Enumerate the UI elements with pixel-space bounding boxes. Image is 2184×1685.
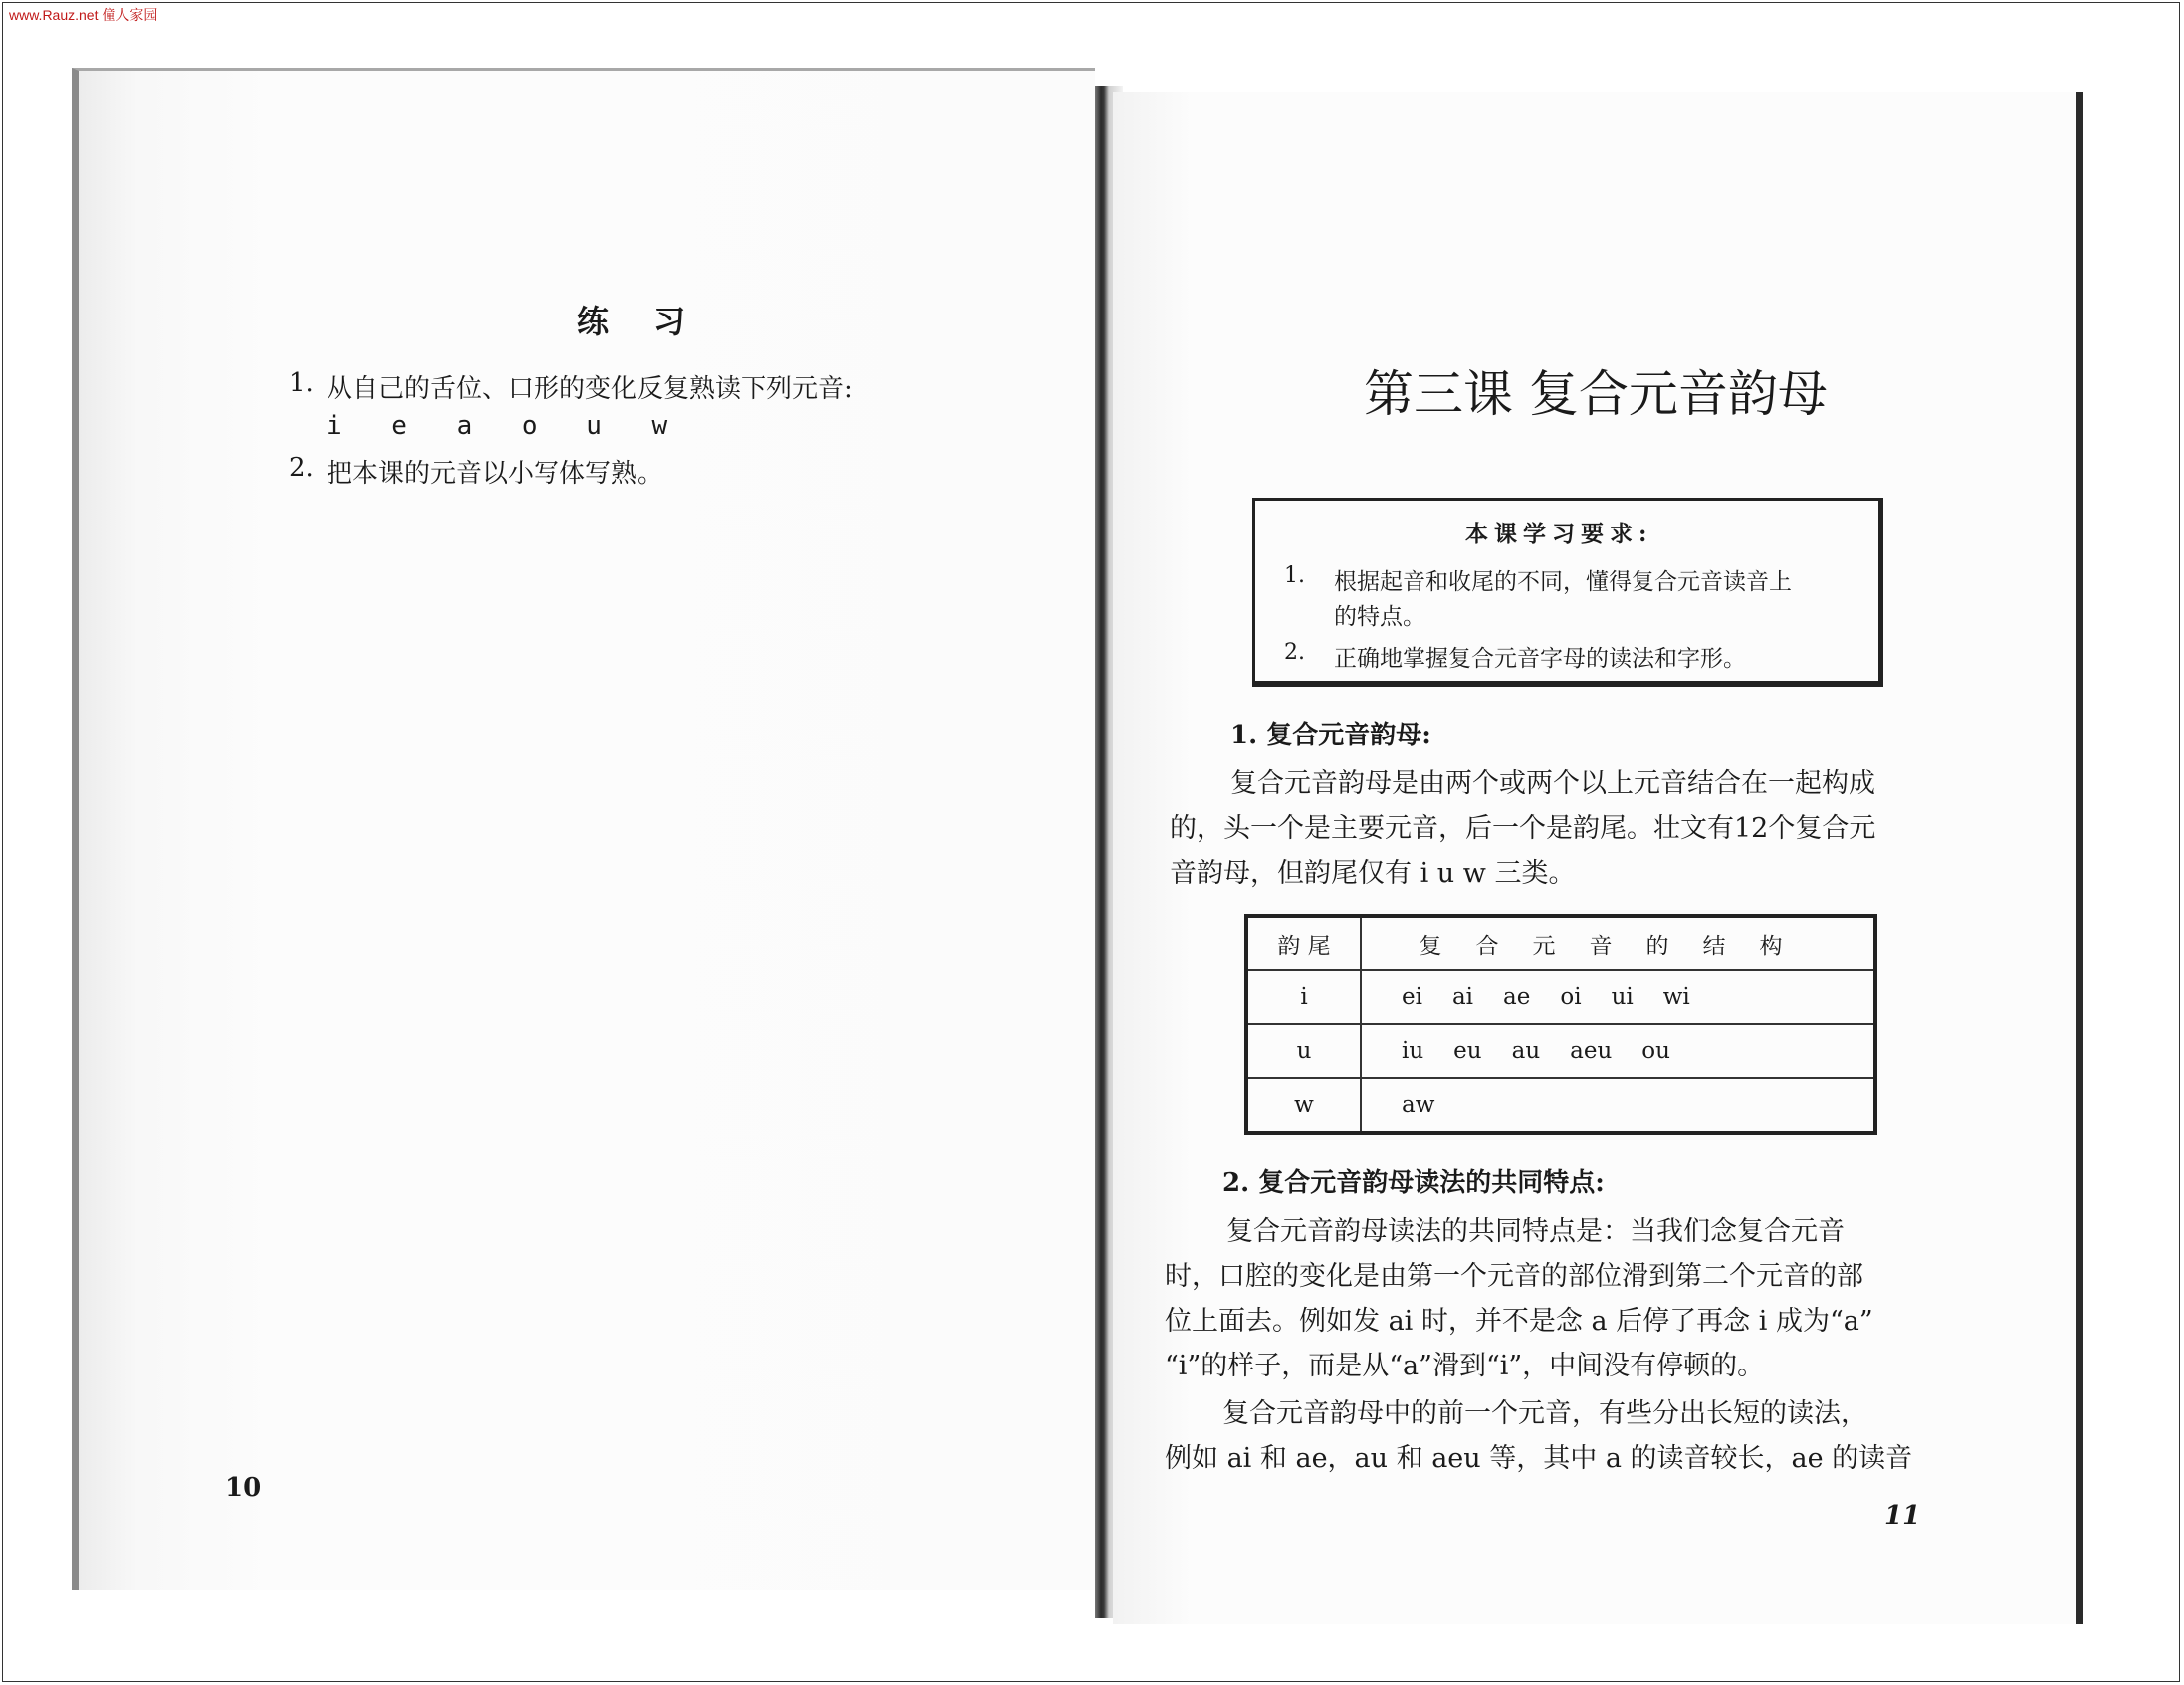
section-2-paragraph-2-line-2: 例如 ai 和 ae，au 和 aeu 等，其中 a 的读音较长，ae 的读音 <box>1165 1443 1913 1474</box>
table-cell-ending: w <box>1246 1078 1361 1133</box>
table-vowel: aw <box>1402 1092 1435 1118</box>
exercise-item-1-number: 1. <box>289 368 314 398</box>
section-2-line-2: 时，口腔的变化是由第一个元音的部位滑到第二个元音的部 <box>1165 1261 1863 1292</box>
table-header-ending: 韵 尾 <box>1246 916 1361 970</box>
table-cell-ending: u <box>1246 1024 1361 1078</box>
section-1-line-3: 音韵母，但韵尾仅有 i u w 三类。 <box>1170 858 1576 889</box>
table-vowel: ai <box>1451 984 1474 1010</box>
table-row <box>1246 1078 1875 1133</box>
requirement-1-line-2: 的特点。 <box>1334 604 1425 630</box>
section-2-line-4: “i”的样子，而是从“a”滑到“i”，中间没有停顿的。 <box>1165 1351 1765 1381</box>
table-cell-vowels <box>1361 1078 1875 1133</box>
table-cell-ending: i <box>1246 970 1361 1024</box>
lesson-title: 第三课 复合元音韵母 <box>1364 365 1828 423</box>
section-1-line-2: 的，头一个是主要元音，后一个是韵尾。壮文有12个复合元 <box>1170 813 1876 844</box>
table-vowel: oi <box>1560 984 1582 1010</box>
table-vowel: au <box>1511 1038 1541 1064</box>
section-2-line-3: 位上面去。例如发 ai 时，并不是念 a 后停了再念 i 成为“a” <box>1165 1306 1873 1337</box>
page-number-left: 10 <box>225 1473 262 1503</box>
requirements-heading: 本课学习要求: <box>1465 521 1653 547</box>
table-vowel: iu <box>1402 1038 1424 1064</box>
table-vowel: ei <box>1402 984 1422 1010</box>
section-2-heading: 2. 复合元音韵母读法的共同特点: <box>1222 1168 1605 1198</box>
page-number-right: 11 <box>1884 1501 1921 1531</box>
section-2-paragraph-2-line-1: 复合元音韵母中的前一个元音，有些分出长短的读法， <box>1222 1398 1867 1429</box>
exercise-item-1-vowels: i e a o u w <box>327 411 685 441</box>
section-2-line-1: 复合元音韵母读法的共同特点是：当我们念复合元音 <box>1226 1216 1845 1247</box>
section-1-heading: 1. 复合元音韵母: <box>1230 721 1431 750</box>
table-row <box>1246 1024 1875 1078</box>
compound-vowel-table <box>1244 914 1877 1135</box>
table-cell-vowels <box>1361 1024 1875 1078</box>
table-cell-vowels <box>1361 970 1875 1024</box>
table-vowel: ui <box>1611 984 1634 1010</box>
exercise-item-1-text: 从自己的舌位、口形的变化反复熟读下列元音: <box>327 374 853 404</box>
table-vowel: eu <box>1453 1038 1482 1064</box>
requirement-1-line-1: 根据起音和收尾的不同，懂得复合元音读音上 <box>1334 569 1792 595</box>
table-vowel: ou <box>1641 1038 1670 1064</box>
exercise-item-2-number: 2. <box>289 453 314 483</box>
table-row <box>1246 970 1875 1024</box>
requirement-2-number: 2. <box>1284 640 1305 665</box>
table-vowel: wi <box>1662 984 1690 1010</box>
requirement-2-text: 正确地掌握复合元音字母的读法和字形。 <box>1334 646 1746 672</box>
exercise-title: 练习 <box>577 303 730 340</box>
exercise-item-2-text: 把本课的元音以小写体写熟。 <box>327 459 664 489</box>
watermark: www.Rauz.net 僮人家园 <box>9 7 158 23</box>
table-vowel: aeu <box>1570 1038 1613 1064</box>
table-vowel: ae <box>1503 984 1531 1010</box>
requirement-1-number: 1. <box>1284 563 1305 588</box>
section-1-line-1: 复合元音韵母是由两个或两个以上元音结合在一起构成 <box>1230 768 1875 799</box>
table-header-structure: 复合元音的结构 <box>1361 916 1875 970</box>
table-header-row <box>1246 916 1875 970</box>
